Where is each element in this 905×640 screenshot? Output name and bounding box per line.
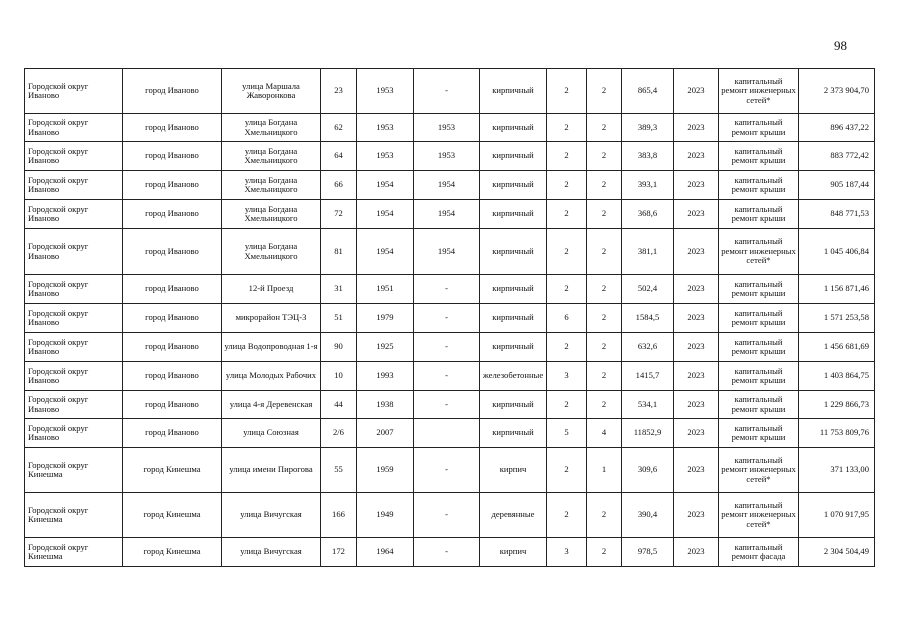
cost-cell: 371 133,00 <box>799 448 875 493</box>
area-cell: 1584,5 <box>622 304 674 333</box>
floors-cell: 3 <box>547 538 587 567</box>
wall-material-cell: кирпичный <box>480 304 547 333</box>
street-cell: улица Вичугская <box>222 493 321 538</box>
table-row <box>25 275 875 304</box>
area-cell: 865,4 <box>622 69 674 114</box>
entrances-cell: 2 <box>587 200 622 229</box>
cost-cell: 1 070 917,95 <box>799 493 875 538</box>
table-row <box>25 142 875 171</box>
cost-cell: 2 373 904,70 <box>799 69 875 114</box>
district-cell: Городской округ Иваново <box>25 171 123 200</box>
wall-material-cell: железобетонные <box>480 362 547 391</box>
district-cell: Городской округ Иваново <box>25 114 123 142</box>
wall-material-cell: кирпичный <box>480 69 547 114</box>
street-cell: улица Богдана Хмельницкого <box>222 200 321 229</box>
table-row <box>25 69 875 114</box>
street-cell: улица Водопроводная 1-я <box>222 333 321 362</box>
house-number-cell: 166 <box>321 493 357 538</box>
district-cell: Городской округ Кинешма <box>25 538 123 567</box>
house-number-cell: 90 <box>321 333 357 362</box>
area-cell: 390,4 <box>622 493 674 538</box>
locality-cell: город Кинешма <box>123 448 222 493</box>
entrances-cell: 2 <box>587 69 622 114</box>
street-cell: улица Маршала Жаворонкова <box>222 69 321 114</box>
year-reconstructed-cell: - <box>414 69 480 114</box>
year-built-cell: 1953 <box>357 142 414 171</box>
wall-material-cell: кирпичный <box>480 333 547 362</box>
area-cell: 393,1 <box>622 171 674 200</box>
year-reconstructed-cell: - <box>414 275 480 304</box>
planned-year-cell: 2023 <box>674 333 719 362</box>
entrances-cell: 2 <box>587 275 622 304</box>
year-reconstructed-cell: 1953 <box>414 114 480 142</box>
year-reconstructed-cell: - <box>414 362 480 391</box>
work-type-cell: капитальный ремонт крыши <box>719 333 799 362</box>
planned-year-cell: 2023 <box>674 419 719 448</box>
locality-cell: город Иваново <box>123 304 222 333</box>
district-cell: Городской округ Иваново <box>25 69 123 114</box>
wall-material-cell: кирпичный <box>480 142 547 171</box>
wall-material-cell: кирпичный <box>480 200 547 229</box>
table-row <box>25 229 875 275</box>
street-cell: улица Молодых Рабочих <box>222 362 321 391</box>
planned-year-cell: 2023 <box>674 171 719 200</box>
floors-cell: 2 <box>547 114 587 142</box>
table-row <box>25 114 875 142</box>
cost-cell: 883 772,42 <box>799 142 875 171</box>
cost-cell: 905 187,44 <box>799 171 875 200</box>
house-number-cell: 55 <box>321 448 357 493</box>
floors-cell: 5 <box>547 419 587 448</box>
wall-material-cell: кирпичный <box>480 229 547 275</box>
cost-cell: 11 753 809,76 <box>799 419 875 448</box>
year-built-cell: 1925 <box>357 333 414 362</box>
table-row <box>25 391 875 419</box>
table-row <box>25 448 875 493</box>
district-cell: Городской округ Иваново <box>25 200 123 229</box>
work-type-cell: капитальный ремонт крыши <box>719 142 799 171</box>
area-cell: 381,1 <box>622 229 674 275</box>
house-number-cell: 64 <box>321 142 357 171</box>
district-cell: Городской округ Иваново <box>25 419 123 448</box>
street-cell: микрорайон ТЭЦ-3 <box>222 304 321 333</box>
area-cell: 309,6 <box>622 448 674 493</box>
planned-year-cell: 2023 <box>674 391 719 419</box>
floors-cell: 2 <box>547 493 587 538</box>
cost-cell: 1 403 864,75 <box>799 362 875 391</box>
table-row <box>25 538 875 567</box>
year-reconstructed-cell: 1954 <box>414 229 480 275</box>
house-number-cell: 2/6 <box>321 419 357 448</box>
entrances-cell: 2 <box>587 391 622 419</box>
table-row <box>25 419 875 448</box>
wall-material-cell: кирпичный <box>480 171 547 200</box>
house-number-cell: 66 <box>321 171 357 200</box>
work-type-cell: капитальный ремонт фасада <box>719 538 799 567</box>
house-number-cell: 62 <box>321 114 357 142</box>
wall-material-cell: кирпич <box>480 448 547 493</box>
floors-cell: 2 <box>547 229 587 275</box>
cost-cell: 1 456 681,69 <box>799 333 875 362</box>
year-built-cell: 1953 <box>357 69 414 114</box>
year-built-cell: 1964 <box>357 538 414 567</box>
area-cell: 11852,9 <box>622 419 674 448</box>
area-cell: 632,6 <box>622 333 674 362</box>
district-cell: Городской округ Иваново <box>25 333 123 362</box>
house-number-cell: 10 <box>321 362 357 391</box>
work-type-cell: капитальный ремонт инженерных сетей* <box>719 448 799 493</box>
wall-material-cell: кирпичный <box>480 275 547 304</box>
cost-cell: 1 571 253,58 <box>799 304 875 333</box>
area-cell: 383,8 <box>622 142 674 171</box>
locality-cell: город Иваново <box>123 391 222 419</box>
house-number-cell: 23 <box>321 69 357 114</box>
planned-year-cell: 2023 <box>674 275 719 304</box>
planned-year-cell: 2023 <box>674 142 719 171</box>
cost-cell: 896 437,22 <box>799 114 875 142</box>
work-type-cell: капитальный ремонт крыши <box>719 391 799 419</box>
area-cell: 502,4 <box>622 275 674 304</box>
year-built-cell: 1954 <box>357 229 414 275</box>
street-cell: улица Богдана Хмельницкого <box>222 229 321 275</box>
street-cell: улица Богдана Хмельницкого <box>222 171 321 200</box>
year-built-cell: 1938 <box>357 391 414 419</box>
house-number-cell: 44 <box>321 391 357 419</box>
work-type-cell: капитальный ремонт крыши <box>719 200 799 229</box>
entrances-cell: 2 <box>587 142 622 171</box>
year-built-cell: 1951 <box>357 275 414 304</box>
work-type-cell: капитальный ремонт крыши <box>719 114 799 142</box>
table-row <box>25 362 875 391</box>
wall-material-cell: кирпичный <box>480 114 547 142</box>
district-cell: Городской округ Иваново <box>25 304 123 333</box>
district-cell: Городской округ Иваново <box>25 391 123 419</box>
year-built-cell: 1949 <box>357 493 414 538</box>
house-number-cell: 72 <box>321 200 357 229</box>
planned-year-cell: 2023 <box>674 304 719 333</box>
year-built-cell: 1959 <box>357 448 414 493</box>
work-type-cell: капитальный ремонт инженерных сетей* <box>719 493 799 538</box>
floors-cell: 2 <box>547 171 587 200</box>
work-type-cell: капитальный ремонт крыши <box>719 419 799 448</box>
year-reconstructed-cell: 1954 <box>414 200 480 229</box>
housing-repair-table <box>24 68 875 567</box>
house-number-cell: 31 <box>321 275 357 304</box>
year-reconstructed-cell <box>414 419 480 448</box>
floors-cell: 2 <box>547 333 587 362</box>
locality-cell: город Иваново <box>123 333 222 362</box>
cost-cell: 848 771,53 <box>799 200 875 229</box>
year-built-cell: 1979 <box>357 304 414 333</box>
year-reconstructed-cell: 1954 <box>414 171 480 200</box>
planned-year-cell: 2023 <box>674 362 719 391</box>
planned-year-cell: 2023 <box>674 538 719 567</box>
street-cell: улица Богдана Хмельницкого <box>222 142 321 171</box>
house-number-cell: 81 <box>321 229 357 275</box>
street-cell: улица Вичугская <box>222 538 321 567</box>
floors-cell: 2 <box>547 142 587 171</box>
work-type-cell: капитальный ремонт крыши <box>719 304 799 333</box>
locality-cell: город Кинешма <box>123 538 222 567</box>
page-number: 98 <box>834 38 847 53</box>
locality-cell: город Иваново <box>123 69 222 114</box>
area-cell: 978,5 <box>622 538 674 567</box>
floors-cell: 2 <box>547 448 587 493</box>
wall-material-cell: деревянные <box>480 493 547 538</box>
work-type-cell: капитальный ремонт инженерных сетей* <box>719 69 799 114</box>
floors-cell: 3 <box>547 362 587 391</box>
floors-cell: 2 <box>547 200 587 229</box>
entrances-cell: 4 <box>587 419 622 448</box>
wall-material-cell: кирпичный <box>480 391 547 419</box>
locality-cell: город Иваново <box>123 200 222 229</box>
locality-cell: город Иваново <box>123 275 222 304</box>
street-cell: 12-й Проезд <box>222 275 321 304</box>
year-reconstructed-cell: - <box>414 333 480 362</box>
wall-material-cell: кирпич <box>480 538 547 567</box>
planned-year-cell: 2023 <box>674 448 719 493</box>
planned-year-cell: 2023 <box>674 69 719 114</box>
street-cell: улица Богдана Хмельницкого <box>222 114 321 142</box>
year-reconstructed-cell: 1953 <box>414 142 480 171</box>
district-cell: Городской округ Иваново <box>25 229 123 275</box>
area-cell: 1415,7 <box>622 362 674 391</box>
entrances-cell: 2 <box>587 229 622 275</box>
year-built-cell: 1993 <box>357 362 414 391</box>
locality-cell: город Иваново <box>123 114 222 142</box>
year-reconstructed-cell: - <box>414 448 480 493</box>
locality-cell: город Иваново <box>123 229 222 275</box>
locality-cell: город Иваново <box>123 171 222 200</box>
house-number-cell: 172 <box>321 538 357 567</box>
table-row <box>25 333 875 362</box>
street-cell: улица 4-я Деревенская <box>222 391 321 419</box>
year-reconstructed-cell: - <box>414 304 480 333</box>
entrances-cell: 2 <box>587 333 622 362</box>
floors-cell: 2 <box>547 69 587 114</box>
entrances-cell: 2 <box>587 493 622 538</box>
year-built-cell: 2007 <box>357 419 414 448</box>
entrances-cell: 2 <box>587 171 622 200</box>
cost-cell: 2 304 504,49 <box>799 538 875 567</box>
planned-year-cell: 2023 <box>674 200 719 229</box>
floors-cell: 2 <box>547 391 587 419</box>
cost-cell: 1 156 871,46 <box>799 275 875 304</box>
cost-cell: 1 045 406,84 <box>799 229 875 275</box>
street-cell: улица Союзная <box>222 419 321 448</box>
cost-cell: 1 229 866,73 <box>799 391 875 419</box>
area-cell: 534,1 <box>622 391 674 419</box>
entrances-cell: 2 <box>587 304 622 333</box>
area-cell: 389,3 <box>622 114 674 142</box>
district-cell: Городской округ Иваново <box>25 142 123 171</box>
year-reconstructed-cell: - <box>414 538 480 567</box>
year-built-cell: 1954 <box>357 171 414 200</box>
year-reconstructed-cell: - <box>414 493 480 538</box>
locality-cell: город Кинешма <box>123 493 222 538</box>
work-type-cell: капитальный ремонт крыши <box>719 275 799 304</box>
floors-cell: 6 <box>547 304 587 333</box>
planned-year-cell: 2023 <box>674 493 719 538</box>
work-type-cell: капитальный ремонт крыши <box>719 171 799 200</box>
work-type-cell: капитальный ремонт инженерных сетей* <box>719 229 799 275</box>
table-row <box>25 304 875 333</box>
district-cell: Городской округ Кинешма <box>25 448 123 493</box>
locality-cell: город Иваново <box>123 142 222 171</box>
year-built-cell: 1953 <box>357 114 414 142</box>
floors-cell: 2 <box>547 275 587 304</box>
planned-year-cell: 2023 <box>674 114 719 142</box>
year-reconstructed-cell: - <box>414 391 480 419</box>
entrances-cell: 1 <box>587 448 622 493</box>
entrances-cell: 2 <box>587 362 622 391</box>
work-type-cell: капитальный ремонт крыши <box>719 362 799 391</box>
locality-cell: город Иваново <box>123 419 222 448</box>
district-cell: Городской округ Иваново <box>25 362 123 391</box>
table-row <box>25 200 875 229</box>
wall-material-cell: кирпичный <box>480 419 547 448</box>
entrances-cell: 2 <box>587 538 622 567</box>
planned-year-cell: 2023 <box>674 229 719 275</box>
house-number-cell: 51 <box>321 304 357 333</box>
area-cell: 368,6 <box>622 200 674 229</box>
locality-cell: город Иваново <box>123 362 222 391</box>
table-row <box>25 493 875 538</box>
district-cell: Городской округ Кинешма <box>25 493 123 538</box>
street-cell: улица имени Пирогова <box>222 448 321 493</box>
table-row <box>25 171 875 200</box>
year-built-cell: 1954 <box>357 200 414 229</box>
entrances-cell: 2 <box>587 114 622 142</box>
district-cell: Городской округ Иваново <box>25 275 123 304</box>
